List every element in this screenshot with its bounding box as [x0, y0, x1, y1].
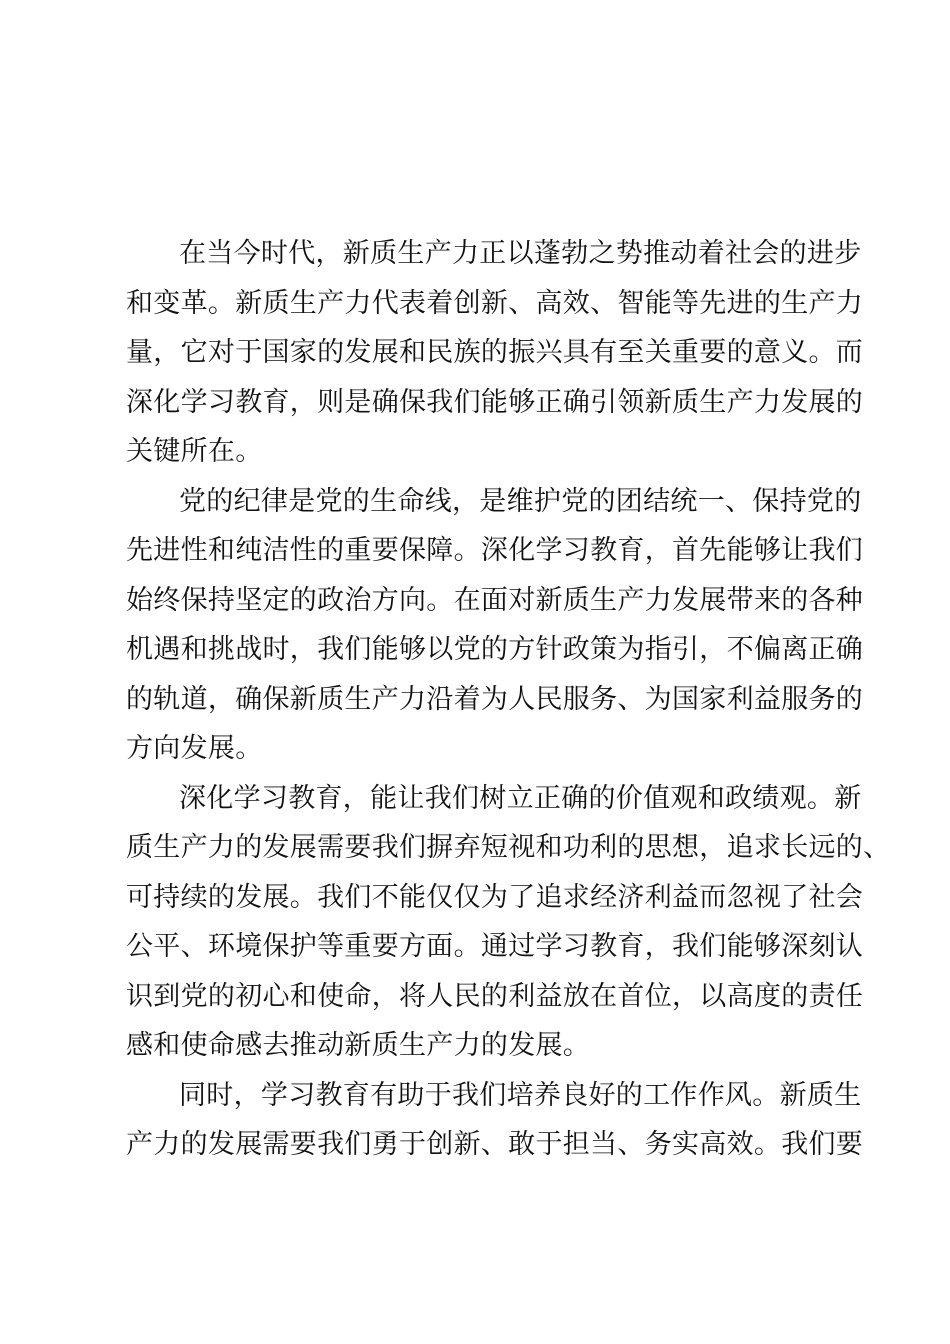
- text-line: 始终保持坚定的政治方向。在面对新质生产力发展带来的各种: [126, 584, 864, 616]
- document-body: [126, 229, 891, 1170]
- text-line: 深化学习教育，则是确保我们能够正确引领新质生产力发展的: [126, 386, 864, 418]
- text-line: 质生产力的发展需要我们摒弃短视和功利的思想，追求长远的、: [126, 832, 891, 863]
- text-line: 感和使命感去推动新质生产力的发展。: [126, 1030, 591, 1061]
- text-line: 先进性和纯洁性的重要保障。深化学习教育，首先能够让我们: [126, 535, 864, 566]
- text-line: 和变革。新质生产力代表着创新、高效、智能等先进的生产力: [126, 287, 864, 319]
- text-line: 识到党的初心和使命，将人民的利益放在首位，以高度的责任: [126, 980, 864, 1012]
- text-line: 机遇和挑战时，我们能够以党的方针政策为指引，不偏离正确: [126, 634, 864, 665]
- text-line: 可持续的发展。我们不能仅仅为了追求经济利益而忽视了社会: [126, 881, 864, 913]
- text-line: 关键所在。: [126, 436, 263, 467]
- paragraph-4: [126, 1071, 864, 1170]
- paragraph-3: [126, 774, 891, 1071]
- text-line: 深化学习教育，能让我们树立正确的价值观和政绩观。新: [179, 782, 862, 814]
- text-line: 公平、环境保护等重要方面。通过学习教育，我们能够深刻认: [126, 931, 864, 962]
- text-line: 在当今时代，新质生产力正以蓬勃之势推动着社会的进步: [179, 238, 862, 269]
- text-line: 同时，学习教育有助于我们培养良好的工作作风。新质生: [179, 1079, 862, 1111]
- text-line: 方向发展。: [126, 733, 263, 764]
- paragraph-1: [126, 229, 864, 477]
- paragraph-2: [126, 477, 864, 774]
- text-line: 量，它对于国家的发展和民族的振兴具有至关重要的意义。而: [126, 337, 864, 368]
- text-line: 产力的发展需要我们勇于创新、敢于担当、务实高效。我们要: [126, 1129, 864, 1160]
- text-line: 党的纪律是党的生命线，是维护党的团结统一、保持党的: [179, 485, 862, 517]
- text-line: 的轨道，确保新质生产力沿着为人民服务、为国家利益服务的: [126, 683, 864, 715]
